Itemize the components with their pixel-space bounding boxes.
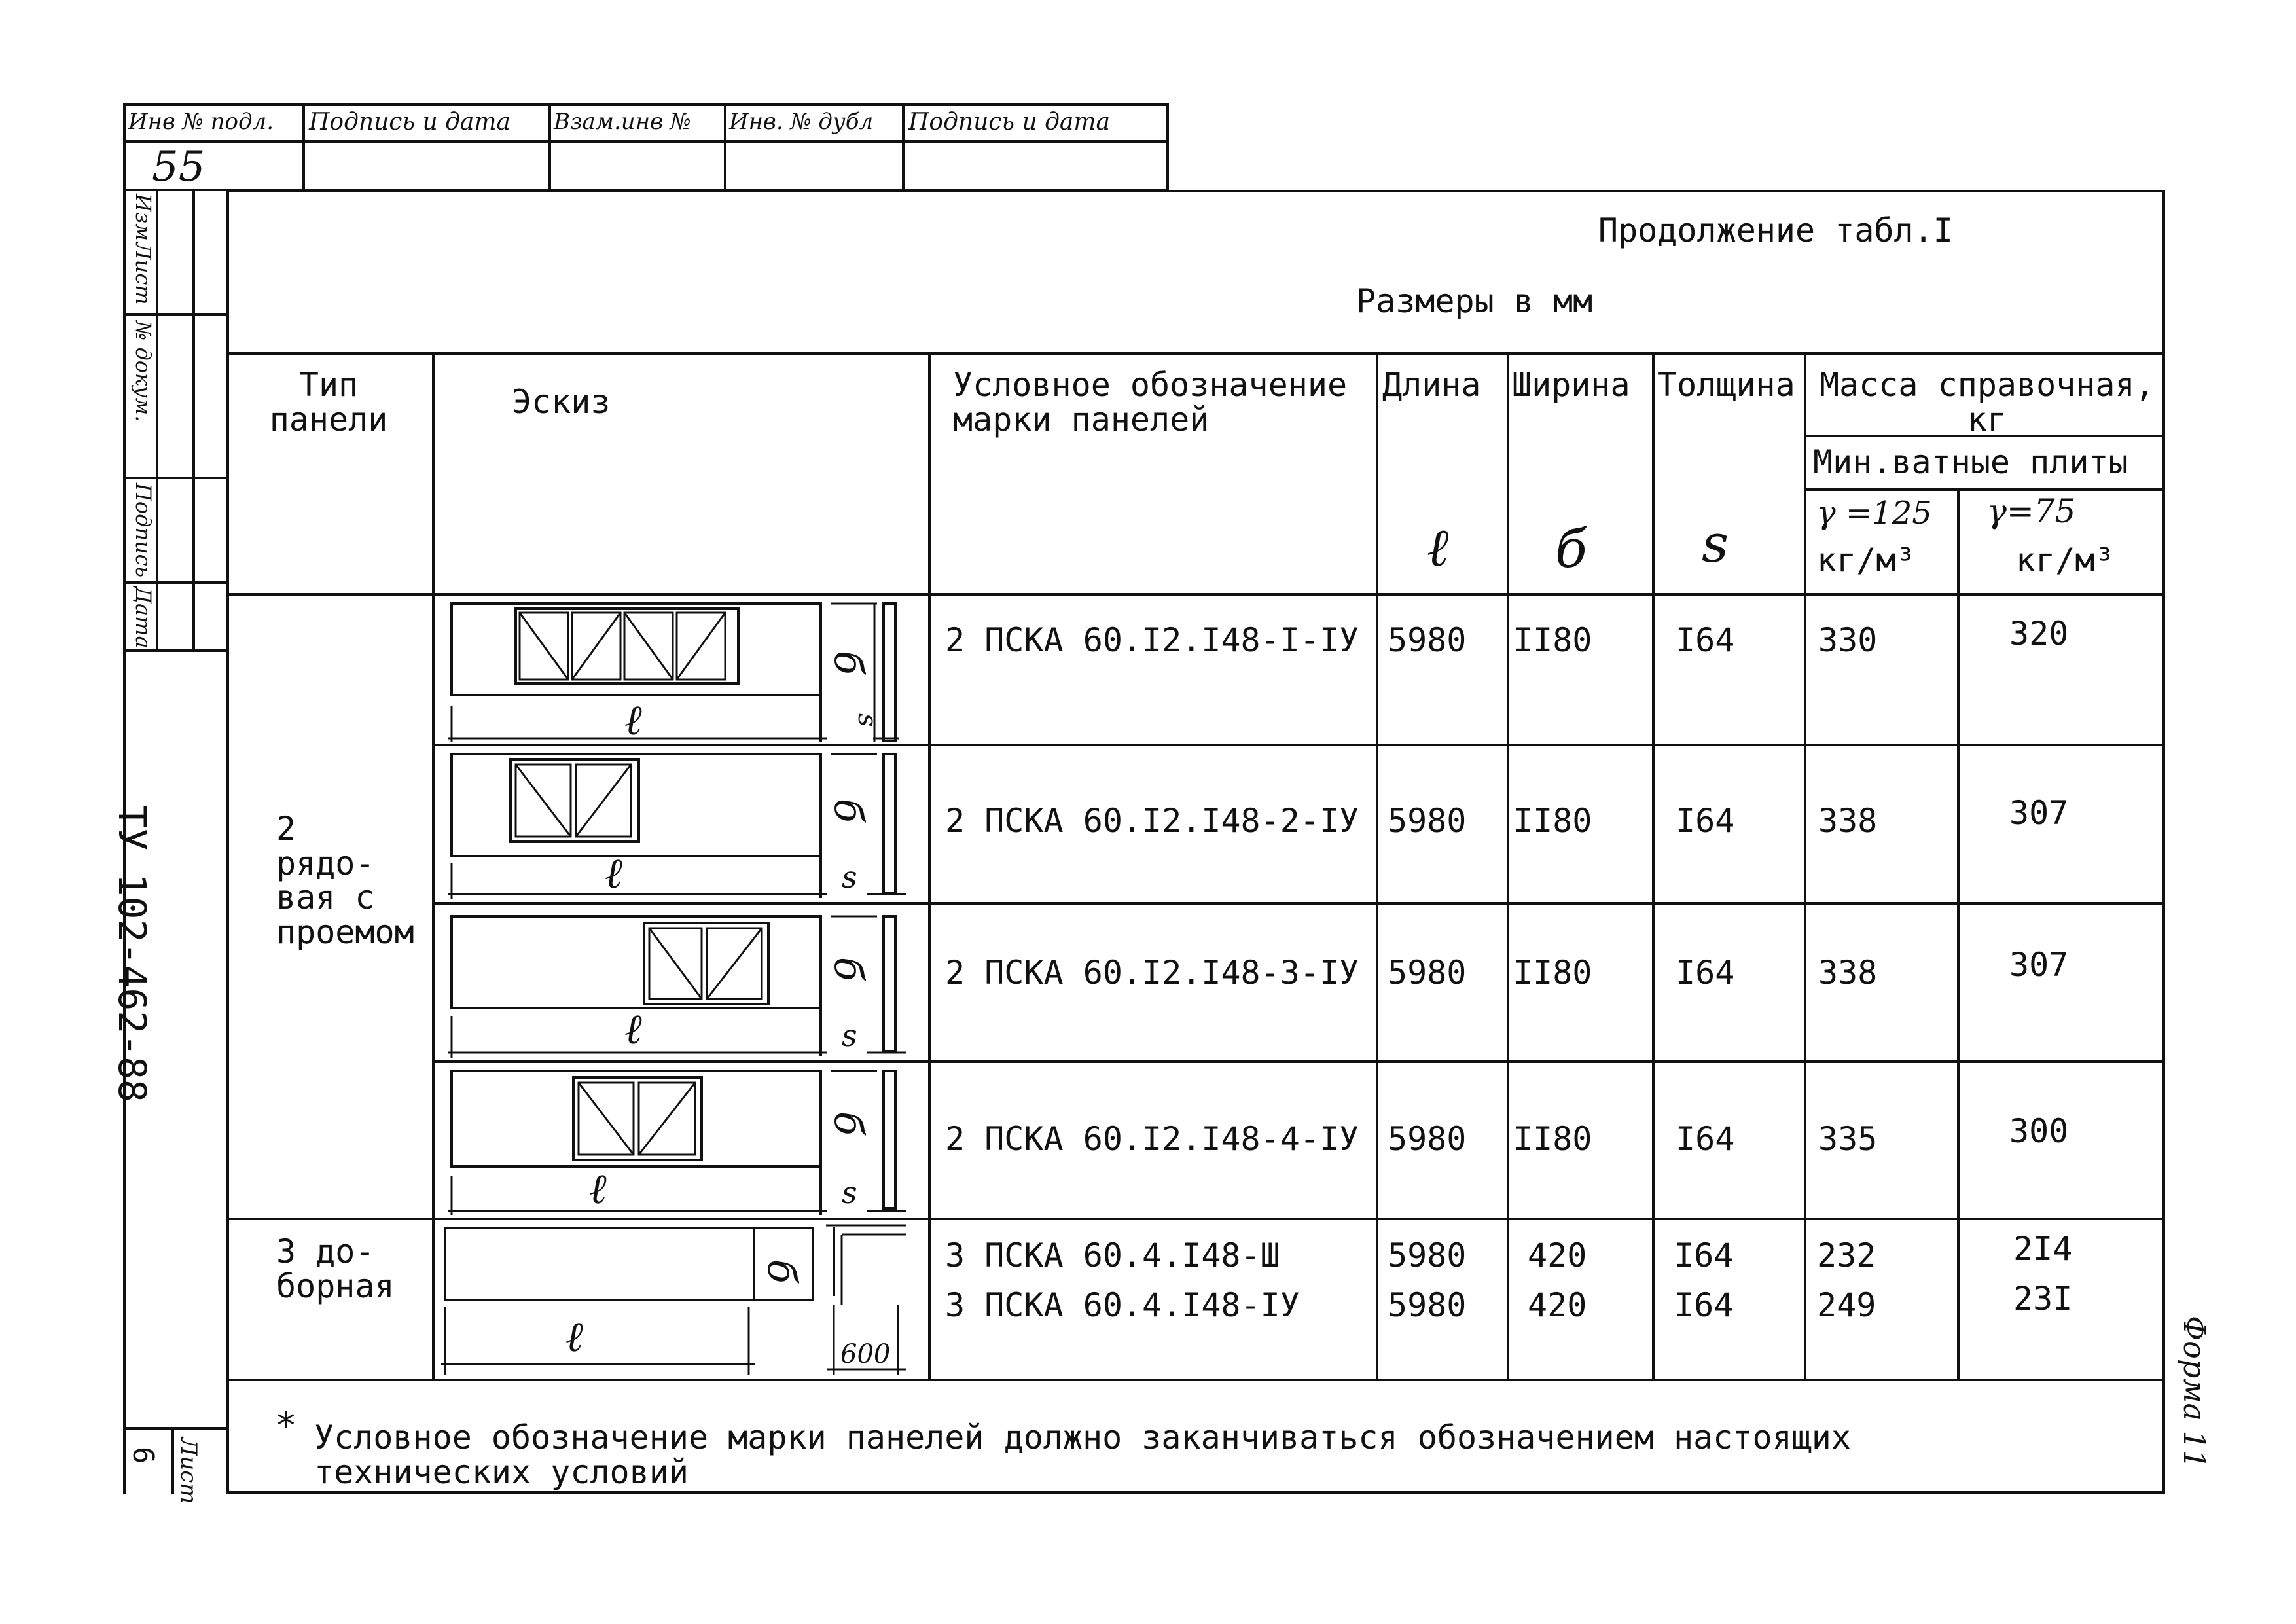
side-label-sign: Подпись xyxy=(131,483,156,578)
sketch-1-thickness-label: s xyxy=(852,713,882,727)
stamp-header-sign-date: Подпись и дата xyxy=(309,109,511,135)
row-5-mass-75: 2I4 xyxy=(2013,1230,2073,1268)
header-mark: Условное обозначение марки панелей xyxy=(953,366,1348,439)
row-4-length: 5980 xyxy=(1388,1120,1467,1158)
row-6-width: 420 xyxy=(1528,1286,1587,1324)
row-6-length: 5980 xyxy=(1388,1286,1467,1324)
continuation-title: Продолжение табл.I xyxy=(1598,211,1953,249)
sketch-2-thickness-label: s xyxy=(842,859,857,895)
row-2-mark: 2 ПСКА 60.I2.I48-2-IУ xyxy=(945,802,1359,840)
header-panel-type: Тип панели xyxy=(269,366,388,439)
header-width: Ширина xyxy=(1512,366,1630,404)
row-6-mass-125: 249 xyxy=(1817,1286,1876,1324)
row-3-mass-125: 338 xyxy=(1818,954,1878,992)
row-1-width: II80 xyxy=(1513,621,1592,659)
stamp-header-dup-inv: Инв. № дубл xyxy=(729,109,874,135)
row-3-thickness: I64 xyxy=(1676,954,1735,992)
row-5-width: 420 xyxy=(1528,1236,1587,1274)
sketch-4-length-label: ℓ xyxy=(589,1165,607,1214)
sketch-5-length-label: ℓ xyxy=(565,1313,583,1362)
sketch-4-thickness-label: s xyxy=(842,1175,857,1210)
row-2-width: II80 xyxy=(1513,802,1592,840)
header-unit-125: кг/м³ xyxy=(1817,541,1916,579)
panel-sketch-3 xyxy=(435,905,925,1059)
header-mass-sub: Мин.ватные плиты xyxy=(1813,443,2128,481)
row-6-mass-75: 23I xyxy=(2013,1280,2073,1318)
stamp-header-sign-date-2: Подпись и дата xyxy=(908,109,1110,135)
sheet-number: 6 xyxy=(126,1447,160,1464)
row-1-thickness: I64 xyxy=(1676,621,1735,659)
row-2-mass-125: 338 xyxy=(1818,802,1878,840)
row-2-length: 5980 xyxy=(1388,802,1467,840)
row-2-thickness: I64 xyxy=(1676,802,1735,840)
sketch-3-width-label: б xyxy=(825,957,871,981)
header-mass: Масса справочная, кг xyxy=(1820,366,2155,439)
footnote-text: Условное обозначение марки панелей должно заканчиваться обозначением настоящих технических условий xyxy=(314,1418,1851,1491)
side-label-list: Лист xyxy=(131,242,156,305)
row-4-width: II80 xyxy=(1513,1120,1592,1158)
panel-sketch-5 xyxy=(435,1220,925,1377)
row-1-mass-75: 320 xyxy=(2009,615,2069,653)
stamp-header-inv: Инв № подл. xyxy=(128,109,274,135)
row-5-length: 5980 xyxy=(1388,1236,1467,1274)
side-label-date: Дата xyxy=(131,586,156,649)
stamp-inv-value: 55 xyxy=(152,143,206,191)
type-group-1: 2 рядо- вая с проемом xyxy=(276,810,414,951)
sketch-3-thickness-label: s xyxy=(842,1018,857,1053)
sketch-3-length-label: ℓ xyxy=(624,1005,642,1054)
header-length: Длина xyxy=(1382,366,1481,404)
header-unit-75: кг/м³ xyxy=(2016,541,2115,579)
side-label-izm: Изм xyxy=(131,194,156,241)
header-thickness-symbol: s xyxy=(1702,513,1729,574)
sketch-5-600-label: 600 xyxy=(840,1339,891,1369)
type-group-2: 3 до- борная xyxy=(276,1233,395,1305)
row-1-mass-125: 330 xyxy=(1818,621,1878,659)
row-5-thickness: I64 xyxy=(1674,1236,1734,1274)
dimensions-note: Размеры в мм xyxy=(1356,282,1593,320)
row-4-mass-75: 300 xyxy=(2009,1112,2069,1150)
sketch-5-width-label: б xyxy=(759,1259,804,1284)
sheet-label: Лист xyxy=(175,1437,202,1504)
footnote-asterisk: * xyxy=(275,1405,297,1447)
sketch-4-width-label: б xyxy=(825,1111,871,1136)
row-4-mass-125: 335 xyxy=(1818,1120,1878,1158)
header-length-symbol: ℓ xyxy=(1427,517,1449,578)
row-3-length: 5980 xyxy=(1388,954,1467,992)
header-width-symbol: б xyxy=(1555,518,1587,579)
header-sketch: Эскиз xyxy=(512,383,611,421)
panel-sketch-1 xyxy=(435,596,925,742)
row-1-length: 5980 xyxy=(1388,621,1467,659)
stamp-header-replace-inv: Взам.инв № xyxy=(554,109,691,135)
side-label-docnum: № докум. xyxy=(131,321,156,422)
form-label: Форма 11 xyxy=(2177,1316,2212,1470)
row-5-mass-125: 232 xyxy=(1817,1236,1876,1274)
header-thickness: Толщина xyxy=(1657,366,1795,404)
sketch-2-width-label: б xyxy=(825,799,871,823)
row-3-mass-75: 307 xyxy=(2009,946,2069,984)
row-6-mark: 3 ПСКА 60.4.I48-IУ xyxy=(945,1286,1300,1324)
row-5-mark: 3 ПСКА 60.4.I48-Ш xyxy=(945,1236,1280,1274)
row-1-mark: 2 ПСКА 60.I2.I48-I-IУ xyxy=(945,621,1359,659)
row-3-width: II80 xyxy=(1513,954,1592,992)
panel-sketch-2 xyxy=(435,746,925,901)
header-density-125: γ =125 xyxy=(1817,495,1932,532)
row-4-thickness: I64 xyxy=(1676,1120,1735,1158)
panel-sketch-4 xyxy=(435,1063,925,1216)
sketch-2-length-label: ℓ xyxy=(605,850,622,898)
row-3-mark: 2 ПСКА 60.I2.I48-3-IУ xyxy=(945,954,1359,992)
row-4-mark: 2 ПСКА 60.I2.I48-4-IУ xyxy=(945,1120,1359,1158)
header-density-75: γ=75 xyxy=(1987,492,2076,530)
sketch-1-width-label: б xyxy=(825,651,871,675)
document-code: ТУ 102-462-88 xyxy=(110,805,154,1102)
sketch-1-length-label: ℓ xyxy=(624,696,642,742)
row-6-thickness: I64 xyxy=(1674,1286,1734,1324)
row-2-mass-75: 307 xyxy=(2009,794,2069,832)
